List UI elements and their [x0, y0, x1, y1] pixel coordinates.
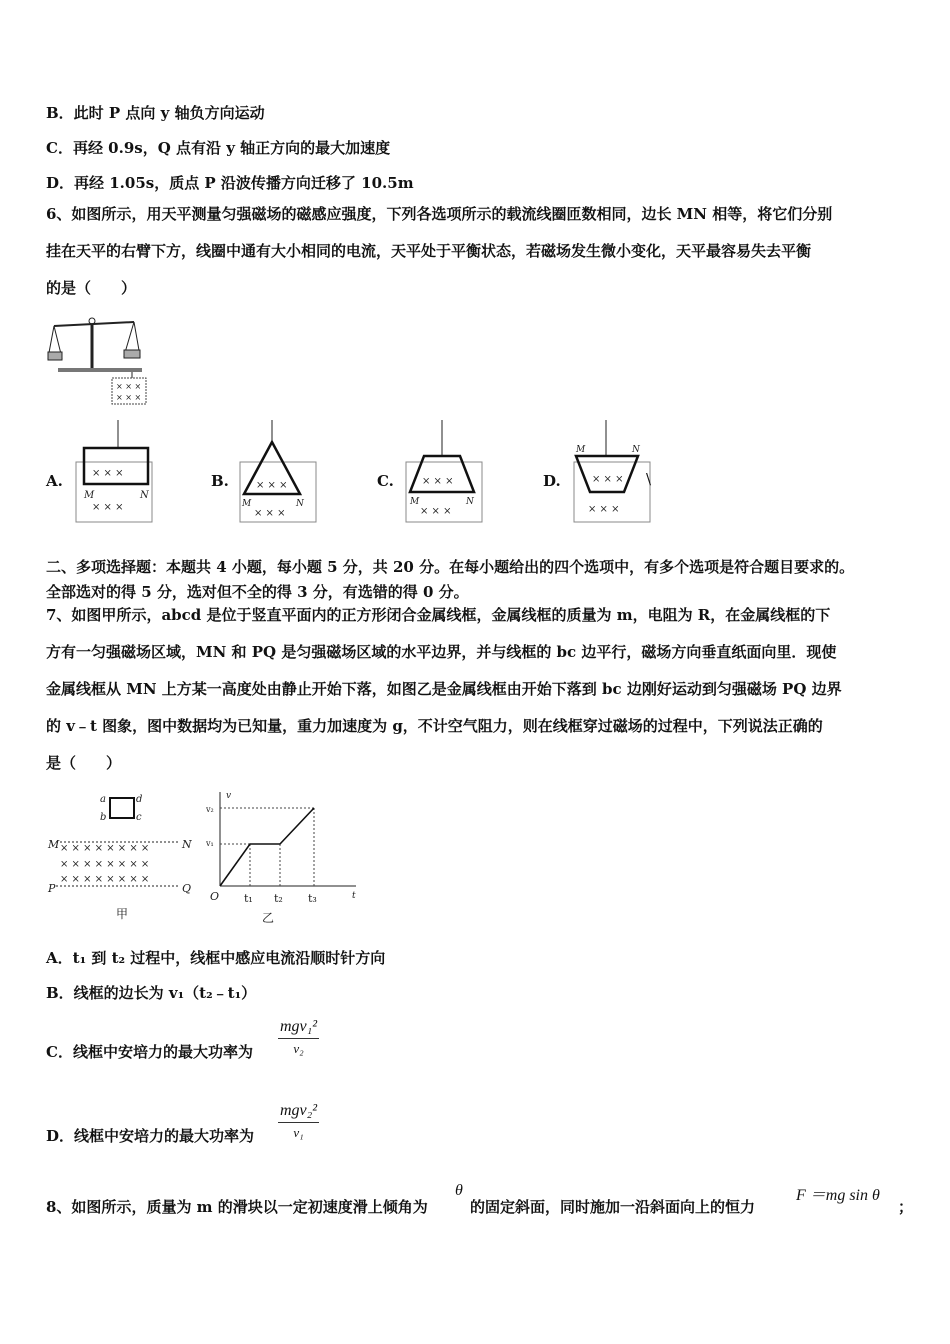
q7-stem-line-2: 方有一匀强磁场区域，MN 和 PQ 是匀强磁场区域的水平边界，并与线框的 bc 边平行，磁场方向垂直纸面向里．现使	[46, 643, 837, 661]
q6-option-c-label: C.	[377, 472, 394, 490]
q7-stem-line-4: 的 v﹣t 图象，图中数据均为已知量，重力加速度为 g，不计空气阻力，则在线框穿过磁场的过程中，下列说法正确的	[46, 717, 823, 735]
label-n: N	[182, 838, 192, 851]
label-m: M	[48, 838, 60, 851]
q7-figure-jia	[44, 788, 204, 923]
label-d: d	[136, 794, 143, 805]
svg-text:M: M	[576, 445, 586, 455]
q8-stem-part-b: 的固定斜面，同时施加一沿斜面向上的恒力	[470, 1198, 756, 1216]
label-p: P	[48, 882, 56, 895]
q8-stem-part-a: 8、如图所示，质量为 m 的滑块以一定初速度滑上倾角为	[46, 1198, 428, 1216]
balance-figure	[44, 312, 154, 408]
q7-option-c: C．线框中安培力的最大功率为	[46, 1043, 253, 1061]
svg-text:N: N	[296, 499, 304, 509]
label-q: Q	[182, 882, 192, 895]
svg-text:× × ×: × × ×	[422, 476, 454, 487]
cross-row-2: × × × × × × × ×	[60, 859, 150, 870]
q5-option-b: B．此时 P 点向 y 轴负方向运动	[46, 104, 265, 122]
cross-row-3: × × × × × × × ×	[60, 874, 150, 885]
q7-option-c-fraction	[278, 1018, 319, 1057]
q7-stem-line-3: 金属线框从 MN 上方某一高度处由静止开始下落，如图乙是金属线框由开始下落到 bc 边刚好运动到匀强磁场 PQ 边界	[46, 680, 842, 698]
q6-option-c-figure	[402, 418, 486, 524]
q7-option-b: B．线框的边长为 v₁（t₂﹣t₁）	[46, 984, 257, 1002]
t-axis-label: t	[352, 891, 356, 901]
q6-option-a-figure	[72, 418, 156, 524]
q7-stem-line-5: 是（ ）	[46, 754, 122, 772]
svg-text:× × ×: × × ×	[256, 480, 288, 491]
label-a: a	[100, 794, 106, 805]
svg-text:× × ×: × × ×	[420, 506, 452, 517]
q6-stray-mark: \	[646, 470, 652, 488]
svg-text:× × ×: × × ×	[92, 468, 124, 479]
section-2-line-1: 二、多项选择题：本题共 4 小题，每小题 5 分，共 20 分。在每小题给出的四个选项中，有多个选项是符合题目要求的。	[46, 558, 855, 576]
origin-label: O	[210, 890, 220, 903]
cross-row-1: × × × × × × × ×	[60, 843, 150, 854]
caption-yi: 乙	[262, 911, 275, 925]
fraction-c-denominator: v₂	[293, 1041, 304, 1056]
q6-stem-line-1: 6、如图所示，用天平测量匀强磁场的磁感应强度，下列各选项所示的载流线圈匝数相同，边长 MN 相等，将它们分别	[46, 205, 833, 223]
q6-option-d-label: D.	[543, 472, 561, 490]
q7-stem	[46, 597, 906, 782]
label-c: c	[136, 812, 142, 823]
caption-jia: 甲	[116, 907, 129, 921]
svg-text:M: M	[242, 499, 252, 509]
t1-label: t₁	[244, 892, 253, 905]
svg-text:× × ×: × × ×	[92, 502, 124, 513]
q6-option-b-figure	[236, 418, 320, 524]
v2-label: v₂	[206, 805, 214, 814]
q6-stem-line-2: 挂在天平的右臂下方，线圈中通有大小相同的电流，天平处于平衡状态，若磁场发生微小变化，天平最容易失去平衡	[46, 242, 812, 260]
svg-text:× × ×: × × ×	[116, 382, 142, 391]
q8-theta: θ	[455, 1182, 463, 1199]
q6-option-b-label: B.	[211, 472, 229, 490]
q5-option-c: C．再经 0.9s，Q 点有沿 y 轴正方向的最大加速度	[46, 139, 391, 157]
label-b: b	[100, 812, 107, 823]
svg-text:N: N	[466, 497, 474, 507]
q6-stem	[46, 196, 906, 307]
svg-text:× × ×: × × ×	[592, 474, 624, 485]
q7-stem-line-1: 7、如图甲所示，abcd 是位于竖直平面内的正方形闭合金属线框，金属线框的质量为 m，电阻为 R，在金属线框的下	[46, 606, 831, 624]
q7-figure-yi	[206, 786, 362, 928]
v1-label: v₁	[206, 839, 214, 848]
fraction-d-denominator: v₁	[293, 1125, 304, 1140]
q6-option-a-label: A.	[46, 472, 63, 490]
q8-force-equation: F ＝mg sin θ	[796, 1187, 880, 1204]
q7-option-a: A．t₁ 到 t₂ 过程中，线框中感应电流沿顺时针方向	[46, 949, 386, 967]
svg-text:N: N	[632, 445, 640, 455]
q6-option-d-figure	[570, 418, 654, 524]
q8-stem-end: ；	[898, 1198, 914, 1216]
fraction-d-numerator: mgv₂²	[280, 1102, 318, 1119]
fraction-c-numerator: mgv₁²	[280, 1018, 318, 1035]
v-axis-label: v	[226, 791, 232, 801]
q6-stem-line-3: 的是（ ）	[46, 279, 137, 297]
svg-text:N: N	[140, 490, 149, 501]
svg-text:× × ×: × × ×	[254, 508, 286, 519]
q7-option-d: D．线框中安培力的最大功率为	[46, 1127, 255, 1145]
svg-text:M: M	[410, 497, 420, 507]
q5-option-d: D．再经 1.05s，质点 P 沿波传播方向迁移了 10.5m	[46, 174, 414, 192]
svg-text:× × ×: × × ×	[588, 504, 620, 515]
svg-text:× × ×: × × ×	[116, 393, 142, 402]
svg-text:M: M	[84, 490, 95, 501]
q7-option-d-fraction	[278, 1102, 319, 1141]
section-2-line-2: 全部选对的得 5 分，选对但不全的得 3 分，有选错的得 0 分。	[46, 583, 469, 601]
t3-label: t₃	[308, 892, 317, 905]
t2-label: t₂	[274, 892, 283, 905]
